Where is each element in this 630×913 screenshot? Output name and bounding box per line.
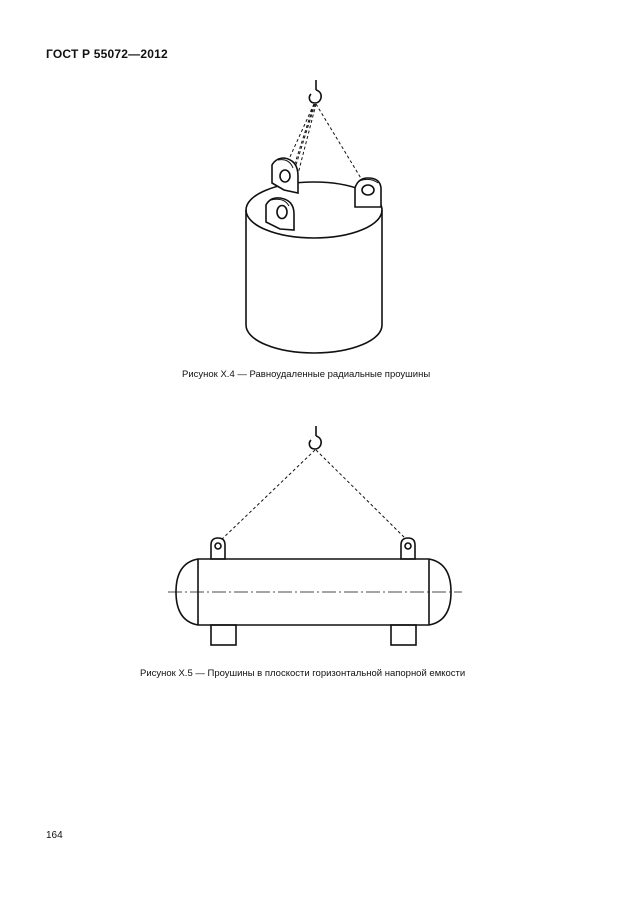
horizontal-vessel [168, 559, 462, 625]
support-left [211, 625, 236, 645]
lug-right [401, 538, 415, 559]
sling-lines [220, 450, 408, 541]
crane-hook-icon [309, 426, 321, 449]
figure-x4-caption: Рисунок Х.4 — Равноудаленные радиальные проушины [182, 369, 431, 380]
lug-left [211, 538, 225, 559]
page-number: 164 [46, 830, 63, 841]
support-right [391, 625, 416, 645]
document-header: ГОСТ Р 55072—2012 [46, 47, 168, 61]
figure-x5-caption: Рисунок Х.5 — Проушины в плоскости горизонтальной напорной емкости [140, 668, 466, 679]
